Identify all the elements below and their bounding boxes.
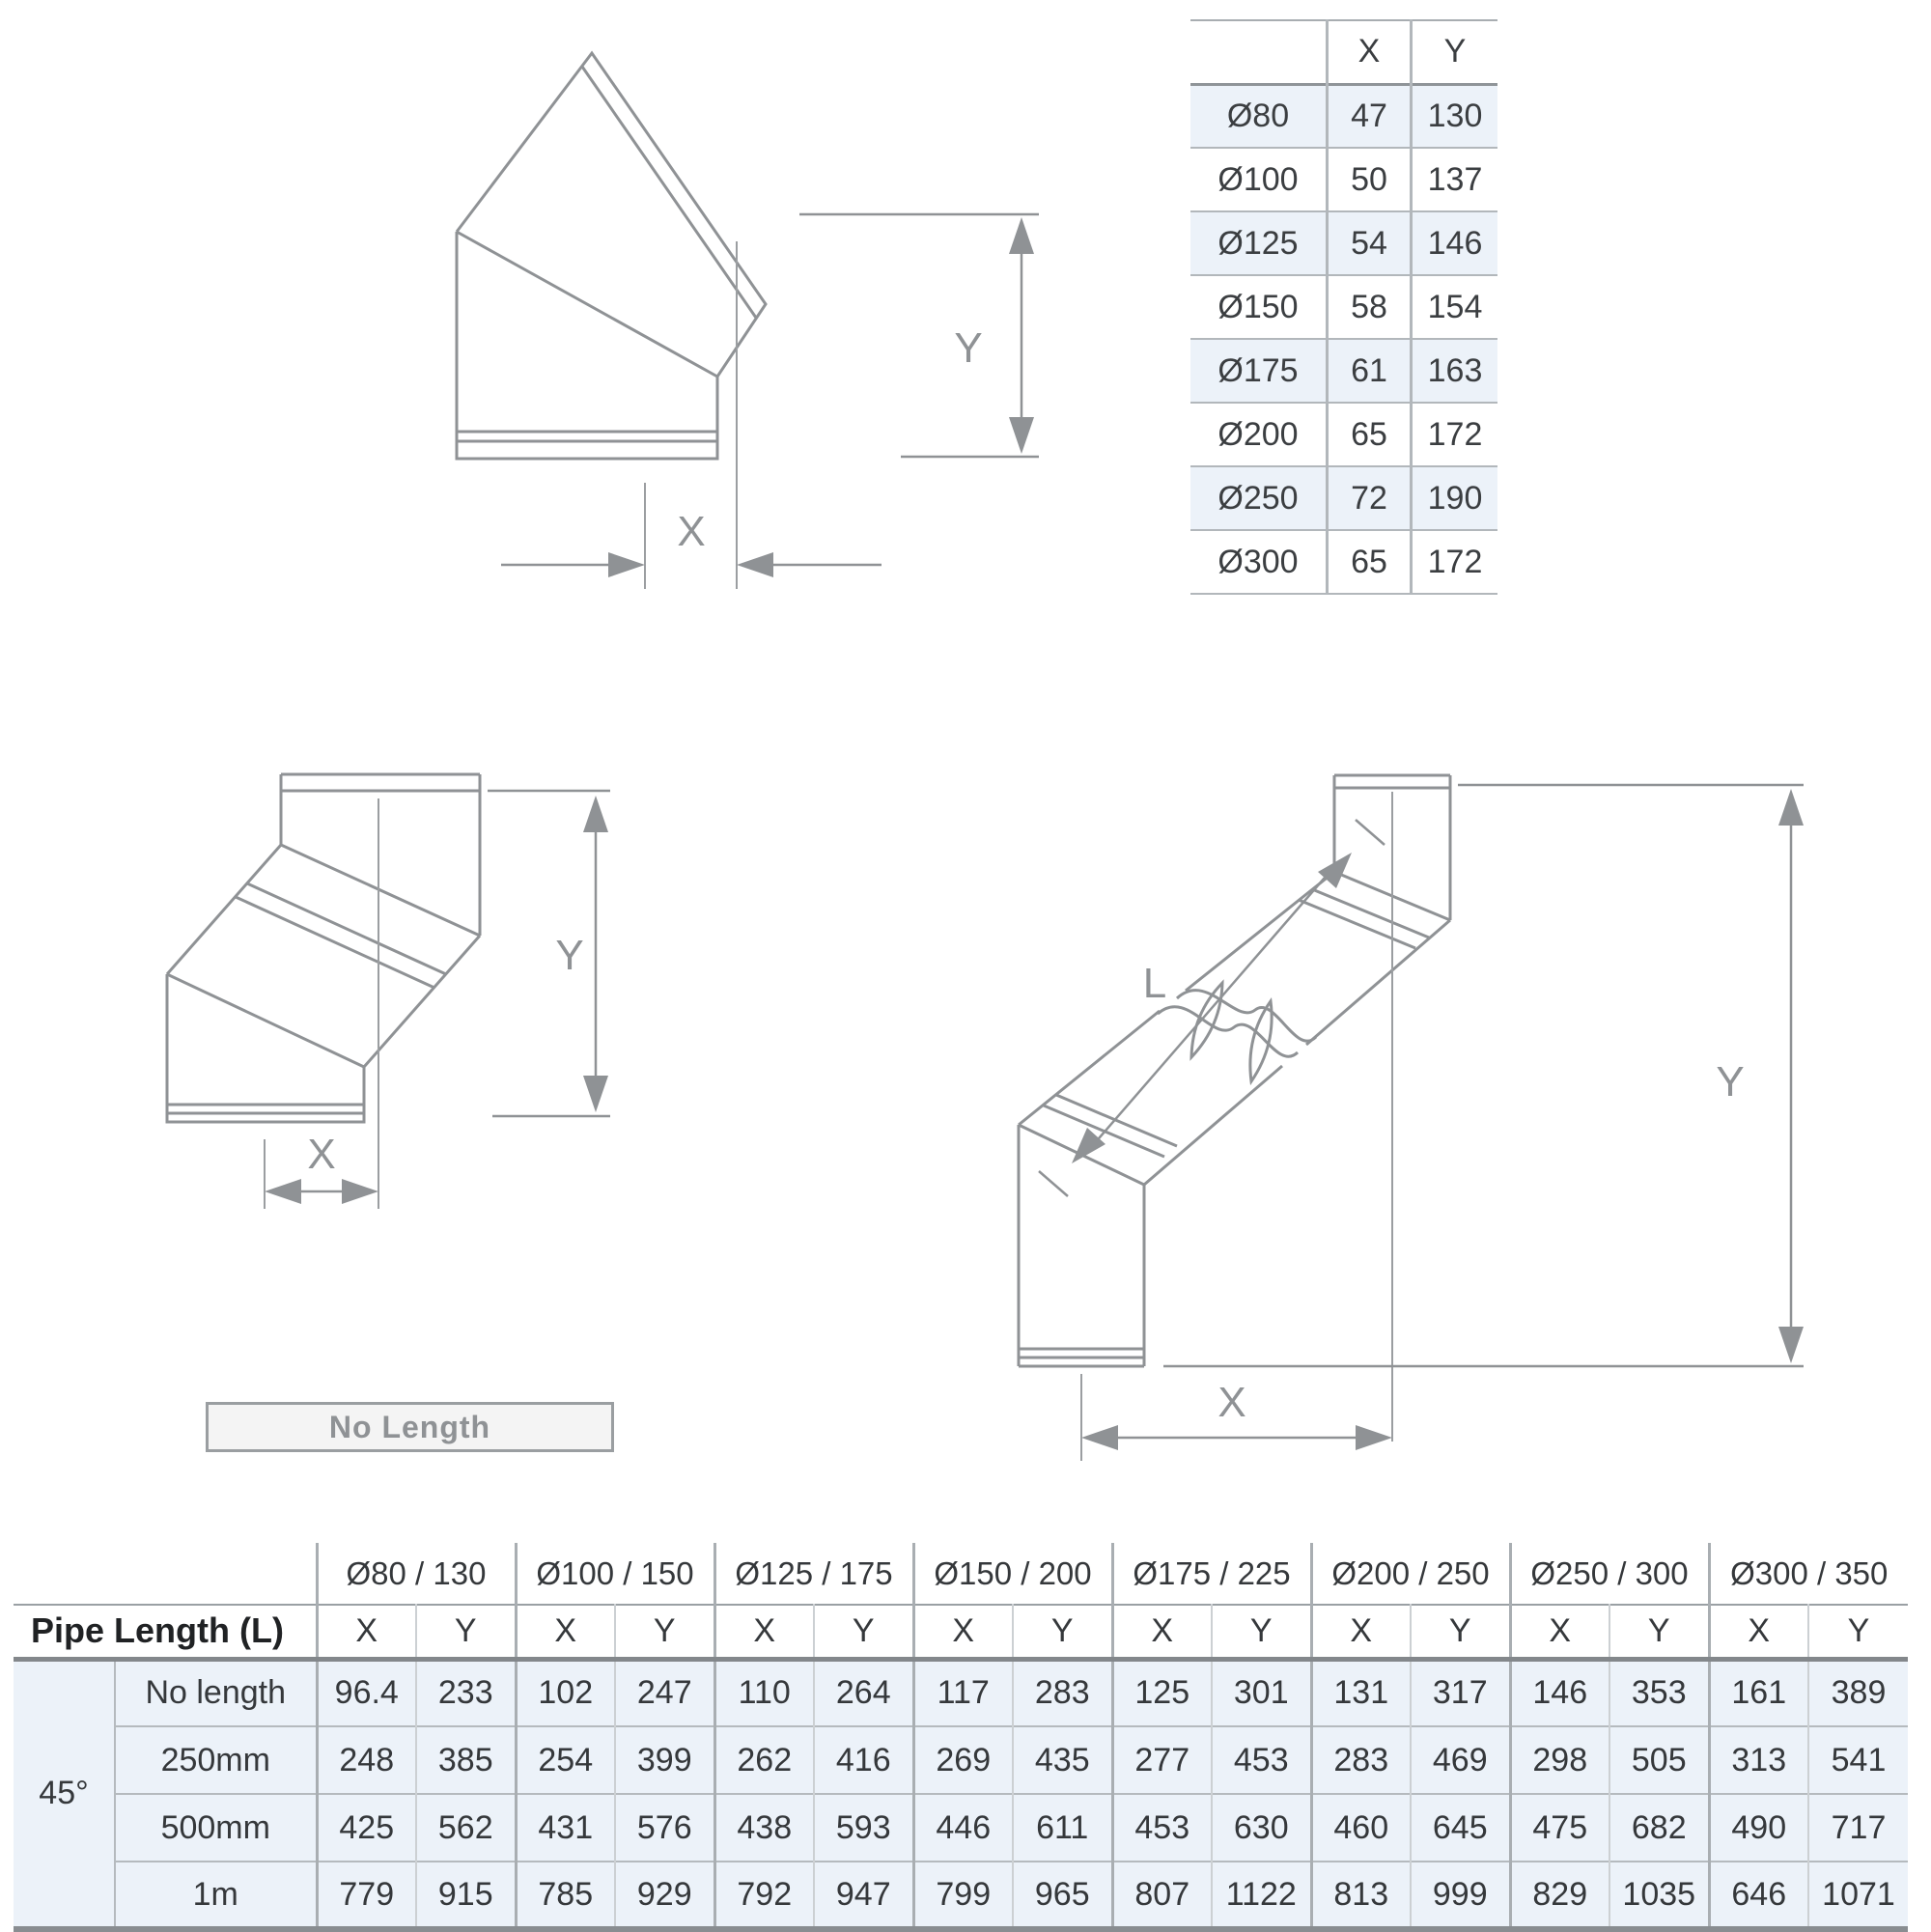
- row-label-cell: No length: [115, 1659, 317, 1726]
- group-header: Ø100 / 150: [516, 1543, 714, 1605]
- value-cell: 247: [615, 1659, 714, 1726]
- data-row: [14, 1659, 1908, 1726]
- value-cell: 435: [1013, 1726, 1112, 1794]
- corner-cell: [1190, 20, 1328, 84]
- value-cell: 965: [1013, 1862, 1112, 1929]
- value-cell: 785: [516, 1862, 615, 1929]
- value-cell: 576: [615, 1794, 714, 1862]
- table-row: [1190, 148, 1497, 211]
- value-cell: 264: [814, 1659, 913, 1726]
- y-value-cell: 190: [1412, 466, 1498, 530]
- x-value-cell: 65: [1328, 403, 1412, 466]
- offset-elbow-diagram: [135, 745, 637, 1286]
- diameter-cell: Ø125: [1217, 224, 1299, 262]
- value-cell: 611: [1013, 1794, 1112, 1862]
- x-value-cell: 61: [1328, 339, 1412, 403]
- value-cell: 283: [1013, 1659, 1112, 1726]
- table-row: [1190, 84, 1497, 148]
- x-value-cell: 72: [1328, 466, 1412, 530]
- y-value-cell: 172: [1412, 530, 1498, 594]
- sub-header-x: X: [1112, 1605, 1212, 1659]
- dimension-y: [799, 214, 1039, 457]
- value-cell: 490: [1709, 1794, 1808, 1862]
- corner-cell: [14, 1543, 317, 1605]
- value-cell: 717: [1808, 1794, 1908, 1862]
- sub-header-y: Y: [1212, 1605, 1311, 1659]
- value-cell: 262: [714, 1726, 814, 1794]
- value-cell: 399: [615, 1726, 714, 1794]
- table-row: [1190, 275, 1497, 339]
- value-cell: 807: [1112, 1862, 1212, 1929]
- value-cell: 460: [1311, 1794, 1411, 1862]
- value-cell: 298: [1510, 1726, 1609, 1794]
- group-header: Ø250 / 300: [1510, 1543, 1709, 1605]
- y-value-cell: 146: [1412, 211, 1498, 275]
- row-label-cell: 500mm: [115, 1794, 317, 1862]
- sub-header-x: X: [317, 1605, 416, 1659]
- sub-header-y: Y: [1609, 1605, 1709, 1659]
- value-cell: 389: [1808, 1659, 1908, 1726]
- value-cell: 425: [317, 1794, 416, 1862]
- table-row: [1190, 339, 1497, 403]
- value-cell: 947: [814, 1862, 913, 1929]
- y-value-cell: 163: [1412, 339, 1498, 403]
- col-header-x: X: [1328, 20, 1412, 84]
- value-cell: 233: [416, 1659, 516, 1726]
- value-cell: 541: [1808, 1726, 1908, 1794]
- row-label-cell: 1m: [115, 1862, 317, 1929]
- no-length-caption-box: [206, 1402, 614, 1452]
- value-cell: 431: [516, 1794, 615, 1862]
- sub-header-x: X: [714, 1605, 814, 1659]
- offset-pipe-duct: [1019, 775, 1804, 1461]
- value-cell: 562: [416, 1794, 516, 1862]
- sub-header-x: X: [1311, 1605, 1411, 1659]
- dim-label-x: X: [677, 508, 706, 555]
- value-cell: 475: [1510, 1794, 1609, 1862]
- pipe-length-header: Pipe Length (L): [31, 1610, 284, 1651]
- value-cell: 416: [814, 1726, 913, 1794]
- dim-label-x: X: [307, 1131, 336, 1178]
- angle-cell: 45°: [14, 1659, 115, 1929]
- diameter-cell: Ø175: [1217, 351, 1299, 389]
- value-cell: 779: [317, 1862, 416, 1929]
- dimension-y: [1458, 785, 1804, 1363]
- value-cell: 682: [1609, 1794, 1709, 1862]
- diameter-table-body: [1190, 20, 1497, 594]
- table-row: [1190, 211, 1497, 275]
- value-cell: 277: [1112, 1726, 1212, 1794]
- x-value-cell: 47: [1328, 84, 1412, 148]
- dim-label-y: Y: [555, 932, 584, 979]
- x-value-cell: 58: [1328, 275, 1412, 339]
- table-row: [1190, 530, 1497, 594]
- dim-label-y: Y: [1716, 1058, 1745, 1106]
- sub-header-x: X: [1709, 1605, 1808, 1659]
- value-cell: 469: [1411, 1726, 1510, 1794]
- value-cell: 813: [1311, 1862, 1411, 1929]
- value-cell: 353: [1609, 1659, 1709, 1726]
- value-cell: 161: [1709, 1659, 1808, 1726]
- value-cell: 645: [1411, 1794, 1510, 1862]
- sub-header-x: X: [1510, 1605, 1609, 1659]
- value-cell: 248: [317, 1726, 416, 1794]
- dim-label-l: L: [1142, 960, 1167, 1007]
- value-cell: 1035: [1609, 1862, 1709, 1929]
- value-cell: 453: [1112, 1794, 1212, 1862]
- diameter-dimensions-table: [1190, 19, 1497, 595]
- value-cell: 102: [516, 1659, 615, 1726]
- elbow-45-duct: [457, 53, 766, 589]
- sub-header-y: Y: [416, 1605, 516, 1659]
- value-cell: 283: [1311, 1726, 1411, 1794]
- value-cell: 1071: [1808, 1862, 1908, 1929]
- dimension-l: [1039, 820, 1385, 1196]
- diameter-cell: Ø200: [1217, 415, 1299, 453]
- no-length-label: No Length: [328, 1409, 491, 1444]
- value-cell: 1122: [1212, 1862, 1311, 1929]
- dim-label-y: Y: [954, 324, 983, 372]
- value-cell: 317: [1411, 1659, 1510, 1726]
- value-cell: 301: [1212, 1659, 1311, 1726]
- sub-header-y: Y: [615, 1605, 714, 1659]
- sub-header-y: Y: [1808, 1605, 1908, 1659]
- value-cell: 999: [1411, 1862, 1510, 1929]
- pipe-table-body: [14, 1543, 1908, 1929]
- table-header-row: [1190, 20, 1497, 84]
- value-cell: 453: [1212, 1726, 1311, 1794]
- value-cell: 96.4: [317, 1659, 416, 1726]
- value-cell: 593: [814, 1794, 913, 1862]
- value-cell: 254: [516, 1726, 615, 1794]
- data-row: [14, 1794, 1908, 1862]
- value-cell: 929: [615, 1862, 714, 1929]
- offset-with-pipe-diagram: [966, 748, 1834, 1511]
- y-value-cell: 137: [1412, 148, 1498, 211]
- value-cell: 829: [1510, 1862, 1609, 1929]
- diameter-cell: Ø80: [1226, 97, 1290, 134]
- group-header: Ø200 / 250: [1311, 1543, 1510, 1605]
- table-row: [1190, 403, 1497, 466]
- x-value-cell: 54: [1328, 211, 1412, 275]
- group-header: Ø175 / 225: [1112, 1543, 1311, 1605]
- group-header: Ø300 / 350: [1709, 1543, 1908, 1605]
- dimension-x: [265, 1131, 378, 1209]
- value-cell: 799: [913, 1862, 1013, 1929]
- value-cell: 630: [1212, 1794, 1311, 1862]
- break-lens: [1250, 1001, 1272, 1081]
- sub-header-x: X: [913, 1605, 1013, 1659]
- value-cell: 313: [1709, 1726, 1808, 1794]
- group-header: Ø125 / 175: [714, 1543, 913, 1605]
- data-row: [14, 1726, 1908, 1794]
- y-value-cell: 154: [1412, 275, 1498, 339]
- value-cell: 438: [714, 1794, 814, 1862]
- value-cell: 446: [913, 1794, 1013, 1862]
- col-header-y: Y: [1412, 20, 1498, 84]
- value-cell: 505: [1609, 1726, 1709, 1794]
- value-cell: 915: [416, 1862, 516, 1929]
- value-cell: 792: [714, 1862, 814, 1929]
- sub-header-x: X: [516, 1605, 615, 1659]
- group-header: Ø150 / 200: [913, 1543, 1112, 1605]
- subheader-row: [14, 1605, 1908, 1659]
- group-header-row: [14, 1543, 1908, 1605]
- value-cell: 131: [1311, 1659, 1411, 1726]
- diameter-cell: Ø100: [1217, 160, 1299, 198]
- value-cell: 269: [913, 1726, 1013, 1794]
- sub-header-y: Y: [1411, 1605, 1510, 1659]
- sub-header-y: Y: [1013, 1605, 1112, 1659]
- row-label-cell: 250mm: [115, 1726, 317, 1794]
- value-cell: 646: [1709, 1862, 1808, 1929]
- dim-label-x: X: [1217, 1379, 1246, 1426]
- table-row: [1190, 466, 1497, 530]
- pipe-length-table: [14, 1543, 1908, 1932]
- diameter-cell: Ø150: [1217, 288, 1299, 325]
- sub-header-y: Y: [814, 1605, 913, 1659]
- value-cell: 385: [416, 1726, 516, 1794]
- diameter-cell: Ø250: [1217, 479, 1299, 517]
- y-value-cell: 130: [1412, 84, 1498, 148]
- y-value-cell: 172: [1412, 403, 1498, 466]
- x-value-cell: 65: [1328, 530, 1412, 594]
- data-row: [14, 1862, 1908, 1929]
- value-cell: 110: [714, 1659, 814, 1726]
- diameter-cell: Ø300: [1217, 543, 1299, 580]
- value-cell: 117: [913, 1659, 1013, 1726]
- value-cell: 125: [1112, 1659, 1212, 1726]
- group-header: Ø80 / 130: [317, 1543, 516, 1605]
- elbow-45-diagram: [273, 24, 1046, 642]
- value-cell: 146: [1510, 1659, 1609, 1726]
- x-value-cell: 50: [1328, 148, 1412, 211]
- dimension-x: [501, 483, 882, 589]
- dimension-y: [488, 791, 610, 1116]
- dimension-x: [1081, 1379, 1392, 1450]
